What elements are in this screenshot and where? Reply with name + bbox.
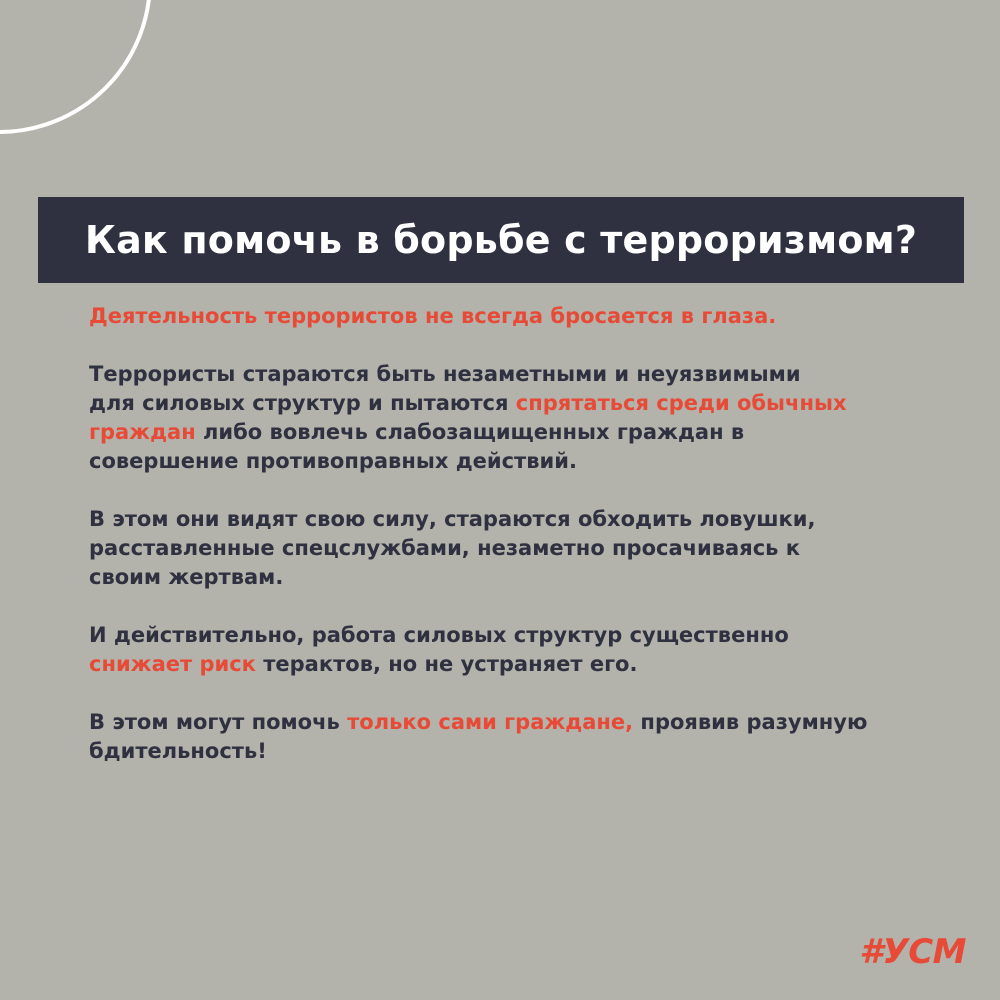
- text-fragment: проявив разумную: [633, 710, 868, 734]
- text-fragment: И действительно, работа силовых структур существенно: [89, 623, 789, 647]
- title-banner: [38, 197, 964, 283]
- highlight-citizens: граждан: [89, 420, 196, 444]
- page-title: Как помочь в борьбе с терроризмом?: [84, 218, 918, 262]
- text-fragment: В этом они видят свою силу, стараются обходить ловушки,: [89, 507, 816, 531]
- text-fragment: своим жертвам.: [89, 565, 284, 589]
- paragraph-security-forces: [89, 621, 919, 679]
- highlight-hide-among: спрятаться среди обычных: [515, 391, 847, 415]
- text-fragment: терактов, но не устраняет его.: [255, 652, 638, 676]
- paragraph-terrorists: [89, 360, 919, 476]
- text-fragment: либо вовлечь слабозащищенных граждан в: [195, 420, 745, 444]
- paragraph-intro: [89, 302, 919, 331]
- text-fragment: Террористы стараются быть незаметными и неуязвимыми: [89, 362, 801, 386]
- text-fragment: для силовых структур и пытаются: [89, 391, 516, 415]
- hashtag-logo: #УСМ: [859, 932, 966, 972]
- decorative-circle: [0, 0, 152, 134]
- text-fragment: расставленные спецслужбами, незаметно просачиваясь к: [89, 536, 801, 560]
- paragraph-strength: [89, 505, 919, 592]
- paragraph-citizens: [89, 708, 919, 766]
- text-fragment: бдительность!: [89, 739, 267, 763]
- highlight-reduces-risk: снижает риск: [89, 652, 256, 676]
- highlight-only-citizens: только сами граждане,: [347, 710, 634, 734]
- intro-highlight: Деятельность террористов не всегда бросается в глаза.: [89, 304, 777, 328]
- text-fragment: В этом могут помочь: [89, 710, 348, 734]
- article-body: [89, 302, 919, 795]
- text-fragment: совершение противоправных действий.: [89, 449, 577, 473]
